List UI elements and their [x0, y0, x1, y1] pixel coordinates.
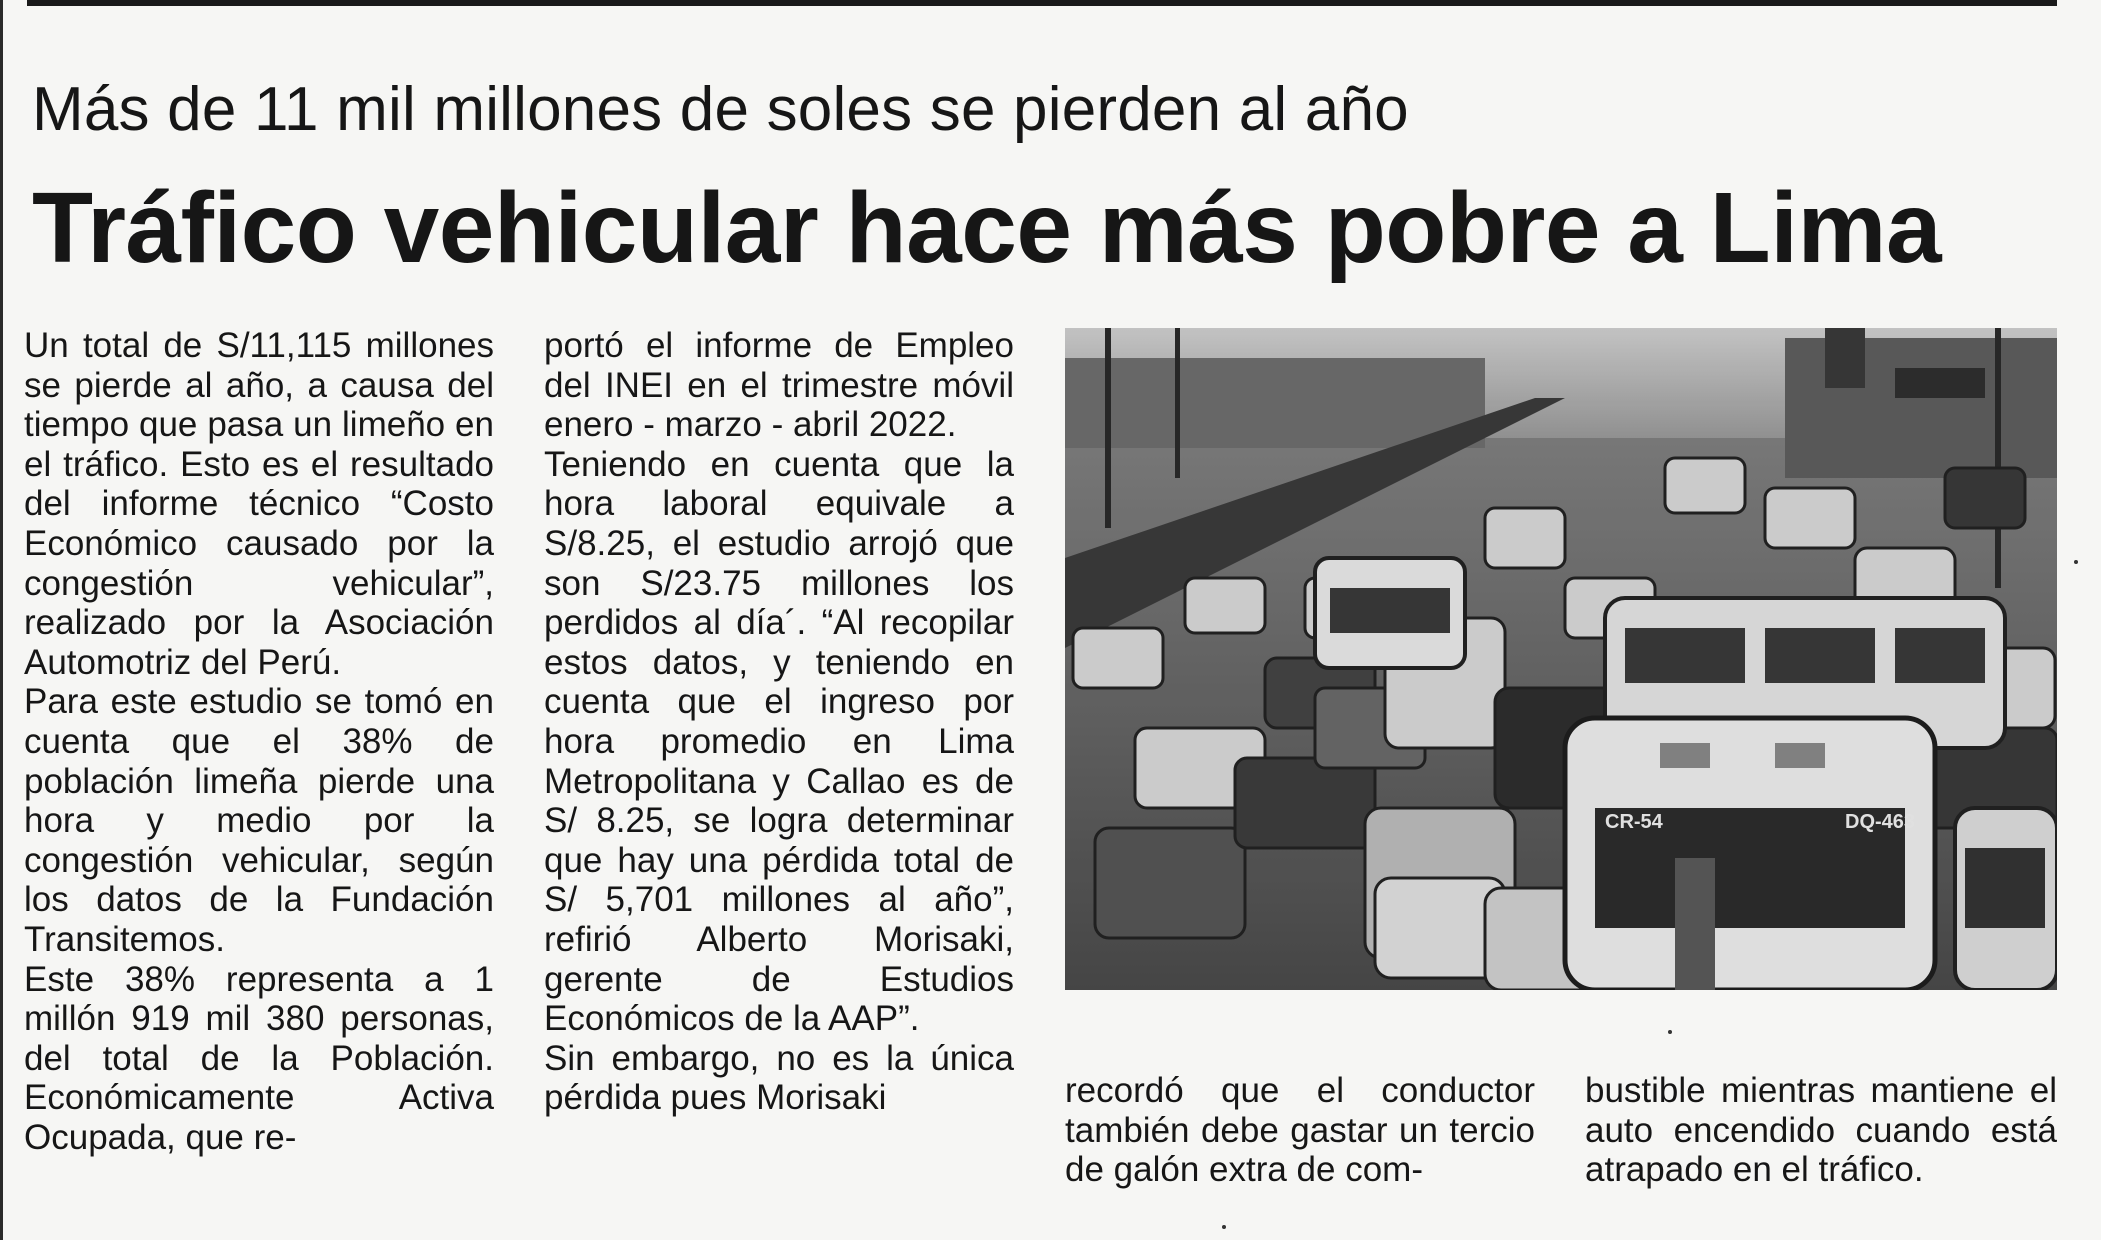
paragraph: bustible mientras mantiene el auto encendido cuando está atrapado en el tráfico.	[1585, 1071, 2057, 1190]
paragraph: recordó que el conductor también debe gastar un tercio de galón extra de com-	[1065, 1071, 1535, 1190]
headline: Tráfico vehicular hace más pobre a Lima	[32, 172, 1942, 284]
print-speck	[2074, 560, 2078, 564]
text-column-1	[24, 326, 494, 1157]
bus-sign-left: CR-54	[1605, 811, 1663, 833]
top-rule	[27, 0, 2057, 6]
text-column-2	[544, 326, 1014, 1118]
text-column-4	[1585, 1071, 2057, 1190]
paragraph: Para este estudio se tomó en cuenta que el 38% de población limeña pierde una hora y medio por la congestión vehicular, según los datos de la Fundación Transitemos.	[24, 682, 494, 959]
traffic-jam-photo	[1065, 328, 2057, 990]
paragraph: Este 38% representa a 1 millón 919 mil 380 personas, del total de la Población. Económicamente Activa Ocupada, que re-	[24, 959, 494, 1157]
print-speck	[1222, 1225, 1226, 1229]
paragraph: portó el informe de Empleo del INEI en el trimestre móvil enero - marzo - abril 2022.	[544, 326, 1014, 445]
print-speck	[1668, 1030, 1672, 1034]
page-edge	[0, 0, 3, 1240]
paragraph: Teniendo en cuenta que la hora laboral equivale a S/8.25, el estudio arrojó que son S/23.75 millones los perdidos al día´. “Al recopilar estos datos, y teniendo en cuenta que el ingreso por hora promedio en Lima Metropolitana y Callao es de S/ 8.25, se logra determinar que hay una pérdida total de S/ 5,701 millones al año”, refirió Alberto Morisaki, gerente de Estudios Económicos de la AAP”.	[544, 444, 1014, 1039]
bus-sign-right: DQ-463	[1845, 811, 1916, 833]
paragraph: Sin embargo, no es la única pérdida pues Morisaki	[544, 1038, 1014, 1118]
kicker: Más de 11 mil millones de soles se pierden al año	[32, 75, 1409, 144]
text-column-3	[1065, 1071, 1535, 1190]
paragraph: Un total de S/11,115 millones se pierde al año, a causa del tiempo que pasa un limeño en el tráfico. Esto es el resultado del informe técnico “Costo Económico causado por la congestión vehicular”, realizado por la Asociación Automotriz del Perú.	[24, 326, 494, 682]
